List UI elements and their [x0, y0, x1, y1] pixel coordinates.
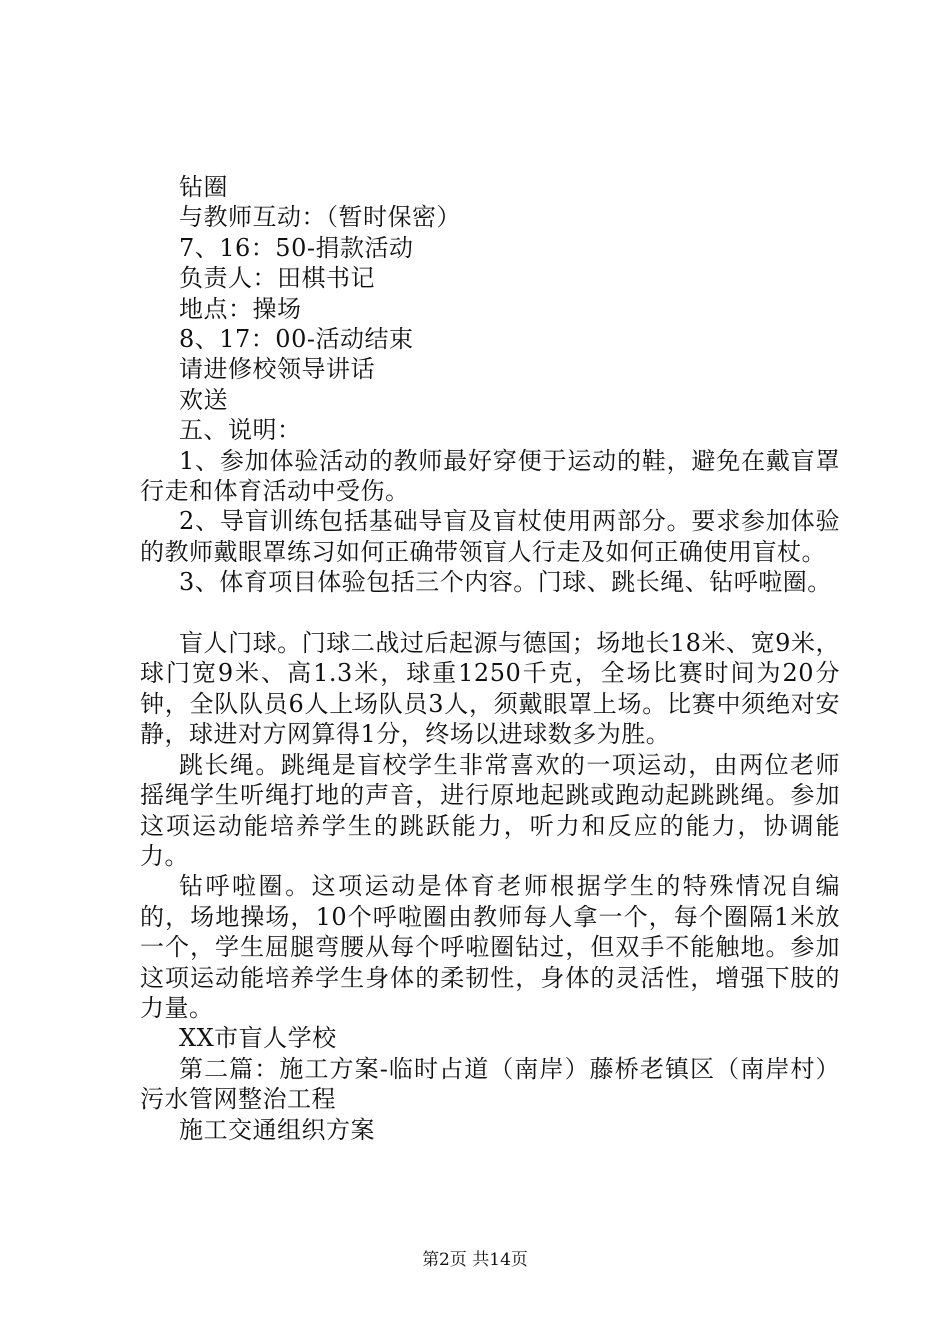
- sport-paragraph: 钻呼啦圈。这项运动是体育老师根据学生的特殊情况自编的，场地操场，10个呼啦圈由教师每人拿一个，每个圈隔1米放一个，学生屈腿弯腰从每个呼啦圈钻过，但双手不能触地。参加这项运动能培养学生身体的柔韧性，身体的灵活性，增强下肢的力量。: [140, 872, 840, 1022]
- school-signature: XX市盲人学校: [179, 1024, 337, 1053]
- sport-paragraph: 跳长绳。跳绳是盲校学生非常喜欢的一项运动，由两位老师摇绳学生听绳打地的声音，进行原地起跳或跑动起跳跳绳。参加这项运动能培养学生的跳跃能力，听力和反应的能力，协调能力。: [140, 750, 840, 870]
- text-line: 8、17：00-活动结束: [179, 325, 414, 354]
- text-line: 请进修校领导讲话: [179, 355, 375, 384]
- next-chapter-title: 第二篇：施工方案-临时占道（南岸）藤桥老镇区（南岸村）污水管网整治工程: [140, 1054, 840, 1114]
- note-paragraph: 2、导盲训练包括基础导盲及盲杖使用两部分。要求参加体验的教师戴眼罩练习如何正确带领盲人行走及如何正确使用盲杖。: [140, 507, 840, 566]
- text-line: 7、16：50-捐款活动: [179, 233, 414, 262]
- sport-paragraph: 盲人门球。门球二战过后起源与德国；场地长18米、宽9米，球门宽9米、高1.3米，球重1250千克，全场比赛时间为20分钟，全队队员6人上场队员3人，须戴眼罩上场。比赛中须绝对安静，球进对方网算得1分，终场以进球数多为胜。: [140, 629, 840, 749]
- note-paragraph: 1、参加体验活动的教师最好穿便于运动的鞋，避免在戴盲罩行走和体育活动中受伤。: [140, 446, 840, 506]
- document-body: [140, 172, 840, 1145]
- text-line: 与教师互动：（暂时保密）: [179, 203, 461, 232]
- note-paragraph: 3、体育项目体验包括三个内容。门球、跳长绳、钻呼啦圈。: [179, 568, 832, 597]
- section-heading: 五、说明：: [179, 416, 302, 445]
- blank-line: [140, 598, 840, 628]
- text-line: 钻圈: [179, 173, 228, 201]
- next-chapter-subtitle: 施工交通组织方案: [179, 1115, 375, 1144]
- text-line: 欢送: [179, 385, 228, 414]
- page-footer: 第2页 共14页: [422, 1250, 528, 1270]
- text-line: 地点：操场: [179, 294, 302, 323]
- text-line: 负责人：田棋书记: [179, 264, 375, 293]
